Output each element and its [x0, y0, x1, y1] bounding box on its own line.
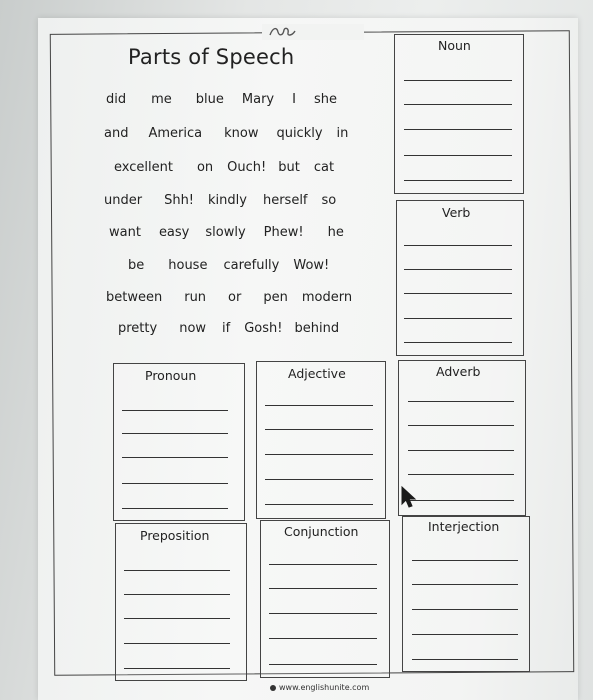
word: on — [196, 160, 214, 175]
interjection-box — [402, 516, 530, 672]
word: want — [109, 225, 141, 240]
answer-line[interactable] — [408, 401, 514, 402]
answer-line[interactable] — [404, 129, 512, 130]
answer-line[interactable] — [124, 618, 230, 619]
mouse-pointer-icon — [400, 485, 418, 509]
answer-line[interactable] — [269, 664, 377, 665]
answer-line[interactable] — [404, 104, 512, 105]
answer-line[interactable] — [269, 564, 377, 565]
word: house — [168, 258, 208, 273]
word: now — [179, 321, 207, 336]
word: herself — [262, 193, 308, 208]
pronoun-box — [113, 363, 245, 521]
verb-box — [396, 200, 524, 356]
conjunction-box — [260, 520, 390, 678]
word: America — [148, 126, 203, 141]
word-row — [106, 92, 337, 107]
copyright-icon — [270, 685, 276, 691]
answer-line[interactable] — [265, 454, 373, 455]
answer-line[interactable] — [412, 609, 518, 610]
answer-line[interactable] — [265, 504, 373, 505]
answer-line[interactable] — [404, 155, 512, 156]
word: under — [104, 193, 143, 208]
word: Ouch! — [227, 160, 267, 175]
word-row — [109, 225, 344, 240]
word: slowly — [205, 225, 246, 240]
word: pretty — [118, 321, 158, 336]
answer-line[interactable] — [404, 245, 512, 246]
answer-line[interactable] — [124, 570, 230, 571]
pronoun-heading: Pronoun — [145, 368, 197, 383]
word: and — [104, 126, 129, 141]
answer-line[interactable] — [124, 594, 230, 595]
word: Gosh! — [244, 321, 283, 336]
englishunite-logo-icon — [268, 26, 298, 38]
word: blue — [195, 92, 224, 107]
answer-line[interactable] — [408, 425, 514, 426]
word-row — [104, 126, 348, 141]
answer-line[interactable] — [404, 180, 512, 181]
word: behind — [294, 321, 340, 336]
word: carefully — [223, 258, 280, 273]
adverb-heading: Adverb — [436, 364, 481, 379]
word: if — [222, 321, 231, 336]
word: cat — [313, 160, 335, 175]
noun-box — [394, 34, 524, 194]
answer-line[interactable] — [124, 668, 230, 669]
adjective-heading: Adjective — [288, 366, 346, 381]
word: excellent — [114, 160, 173, 175]
answer-line[interactable] — [408, 474, 514, 475]
word-row — [104, 193, 336, 208]
answer-line[interactable] — [404, 269, 512, 270]
footer-url-text: www.englishunite.com — [279, 683, 370, 692]
word: easy — [158, 225, 190, 240]
conjunction-heading: Conjunction — [284, 524, 359, 539]
adjective-box — [256, 361, 386, 519]
word: run — [184, 290, 207, 305]
answer-line[interactable] — [265, 429, 373, 430]
preposition-box — [115, 523, 247, 681]
word-row — [118, 321, 339, 336]
answer-line[interactable] — [122, 508, 228, 509]
word-row — [128, 258, 329, 273]
answer-line[interactable] — [122, 457, 228, 458]
footer-url — [270, 683, 369, 692]
answer-line[interactable] — [412, 584, 518, 585]
interjection-heading: Interjection — [428, 519, 500, 534]
page-title: Parts of Speech — [128, 45, 295, 69]
word: Wow! — [293, 258, 330, 273]
word: me — [151, 92, 172, 107]
answer-line[interactable] — [269, 638, 377, 639]
answer-line[interactable] — [404, 80, 512, 81]
answer-line[interactable] — [122, 483, 228, 484]
answer-line[interactable] — [404, 293, 512, 294]
word: he — [327, 225, 344, 240]
answer-line[interactable] — [404, 342, 512, 343]
word: between — [106, 290, 163, 305]
answer-line[interactable] — [122, 410, 228, 411]
word: modern — [301, 290, 353, 305]
verb-heading: Verb — [442, 205, 471, 220]
preposition-heading: Preposition — [140, 528, 210, 543]
answer-line[interactable] — [122, 433, 228, 434]
word: pen — [263, 290, 288, 305]
answer-line[interactable] — [412, 560, 518, 561]
answer-line[interactable] — [404, 318, 512, 319]
answer-line[interactable] — [408, 450, 514, 451]
word: she — [313, 92, 337, 107]
logo — [262, 24, 364, 40]
answer-line[interactable] — [408, 500, 514, 501]
word: kindly — [208, 193, 247, 208]
word: know — [224, 126, 259, 141]
word: but — [278, 160, 300, 175]
word: or — [228, 290, 242, 305]
word: did — [106, 92, 127, 107]
answer-line[interactable] — [265, 405, 373, 406]
answer-line[interactable] — [412, 659, 518, 660]
answer-line[interactable] — [269, 613, 377, 614]
word: quickly — [276, 126, 323, 141]
word-row — [114, 160, 334, 175]
answer-line[interactable] — [124, 643, 230, 644]
word: Shh! — [164, 193, 195, 208]
word-row — [106, 290, 352, 305]
answer-line[interactable] — [269, 588, 377, 589]
word: be — [128, 258, 145, 273]
word: Phew! — [263, 225, 304, 240]
word: I — [292, 92, 296, 107]
noun-heading: Noun — [438, 38, 471, 53]
answer-line[interactable] — [265, 479, 373, 480]
word: in — [336, 126, 349, 141]
word: Mary — [241, 92, 275, 107]
word: so — [321, 193, 337, 208]
answer-line[interactable] — [412, 634, 518, 635]
